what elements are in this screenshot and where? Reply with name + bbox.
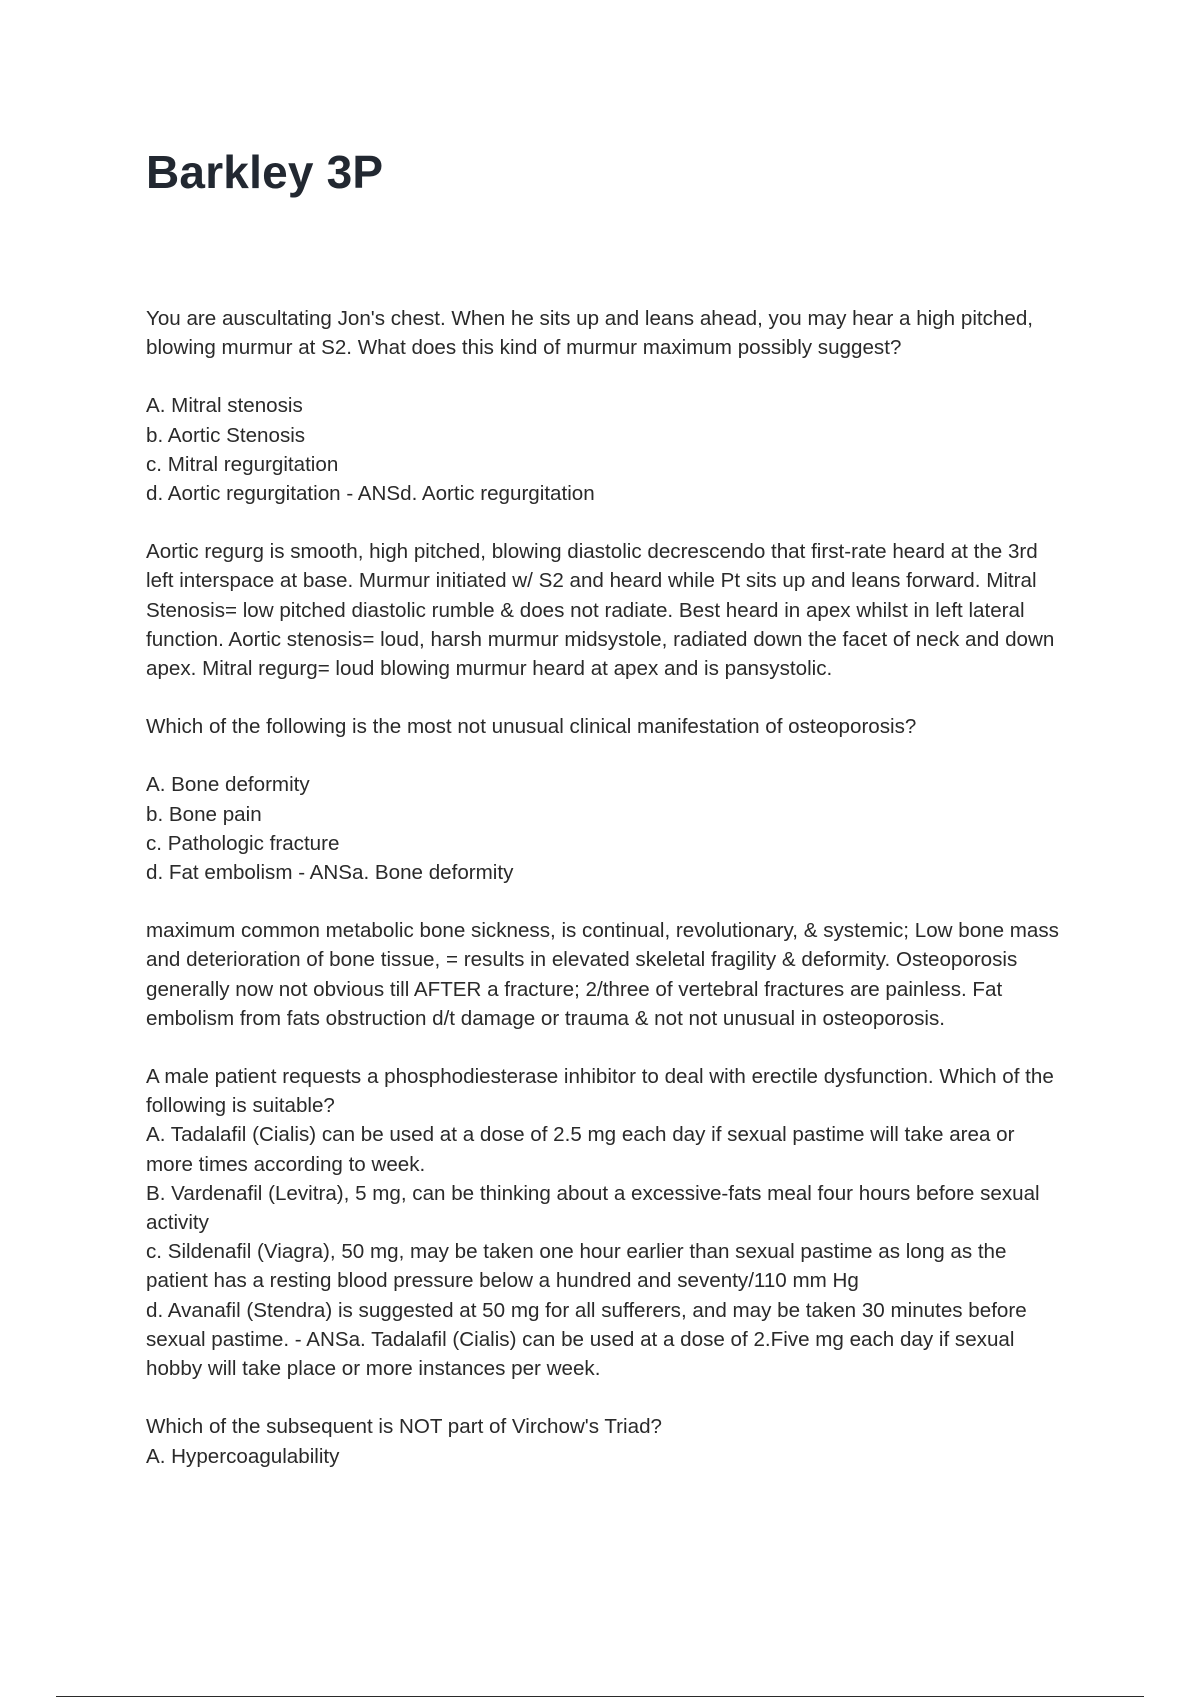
option-2b: b. Bone pain <box>146 802 262 826</box>
option-3b: B. Vardenafil (Levitra), 5 mg, can be thinking about a excessive-fats meal four hours before sexual activity <box>146 1181 1040 1235</box>
explanation-1: Aortic regurg is smooth, high pitched, blowing diastolic decrescendo that first-rate heard at the 3rd left interspace at base. Murmur initiated w/ S2 and heard while Pt sits up and leans forward. Mitral Stenosis= low pitched diastolic rumble & does not radiate. Best heard in apex whilst in left lateral function. Aortic stenosis= loud, harsh murmur midsystole, radiated down the facet of neck and down apex. Mitral regurg= loud blowing murmur heard at apex and is pansystolic. <box>146 540 1055 681</box>
question-4: Which of the subsequent is NOT part of Virchow's Triad? <box>146 1415 662 1439</box>
option-1a: A. Mitral stenosis <box>146 394 303 418</box>
option-3d-answer: d. Avanafil (Stendra) is suggested at 50 mg for all sufferers, and may be taken 30 minutes before sexual pastime. - ANSa. Tadalafil (Cialis) can be used at a dose of 2.Five mg each day if sexual hobby will take place or more instances per week. <box>146 1298 1027 1381</box>
page-bottom-rule <box>56 1696 1144 1697</box>
options-1 <box>146 391 1066 508</box>
option-3c: c. Sildenafil (Viagra), 50 mg, may be taken one hour earlier than sexual pastime as long as the patient has a resting blood pressure below a hundred and seventy/110 mm Hg <box>146 1240 1007 1293</box>
option-1d-answer: d. Aortic regurgitation - ANSd. Aortic regurgitation <box>146 482 595 506</box>
option-1b: b. Aortic Stenosis <box>146 423 306 447</box>
option-2a: A. Bone deformity <box>146 773 310 797</box>
option-1c: c. Mitral regurgitation <box>146 452 339 476</box>
document-body <box>146 304 1066 1471</box>
options-2 <box>146 770 1066 887</box>
question-2: Which of the following is the most not unusual clinical manifestation of osteoporosis? <box>146 715 917 739</box>
option-2d-answer: d. Fat embolism - ANSa. Bone deformity <box>146 861 514 885</box>
options-3 <box>146 1120 1066 1383</box>
option-3a: A. Tadalafil (Cialis) can be used at a dose of 2.5 mg each day if sexual pastime will take area or more times according to week. <box>146 1123 1015 1176</box>
options-4 <box>146 1442 1066 1471</box>
explanation-2: maximum common metabolic bone sickness, is continual, revolutionary, & systemic; Low bone mass and deterioration of bone tissue, = results in elevated skeletal fragility & deformity. Osteoporosis generally now not obvious till AFTER a fracture; 2/three of vertebral fractures are painless. Fat embolism from fats obstruction d/t damage or trauma & not not unusual in osteoporosis. <box>146 919 1059 1030</box>
option-4a: A. Hypercoagulability <box>146 1444 340 1468</box>
question-1: You are auscultating Jon's chest. When he sits up and leans ahead, you may hear a high pitched, blowing murmur at S2. What does this kind of murmur maximum possibly suggest? <box>146 307 1033 360</box>
page-title: Barkley 3P <box>146 146 384 198</box>
option-2c: c. Pathologic fracture <box>146 831 340 855</box>
question-3: A male patient requests a phosphodiesterase inhibitor to deal with erectile dysfunction. Which of the following is suitable? <box>146 1065 1054 1118</box>
